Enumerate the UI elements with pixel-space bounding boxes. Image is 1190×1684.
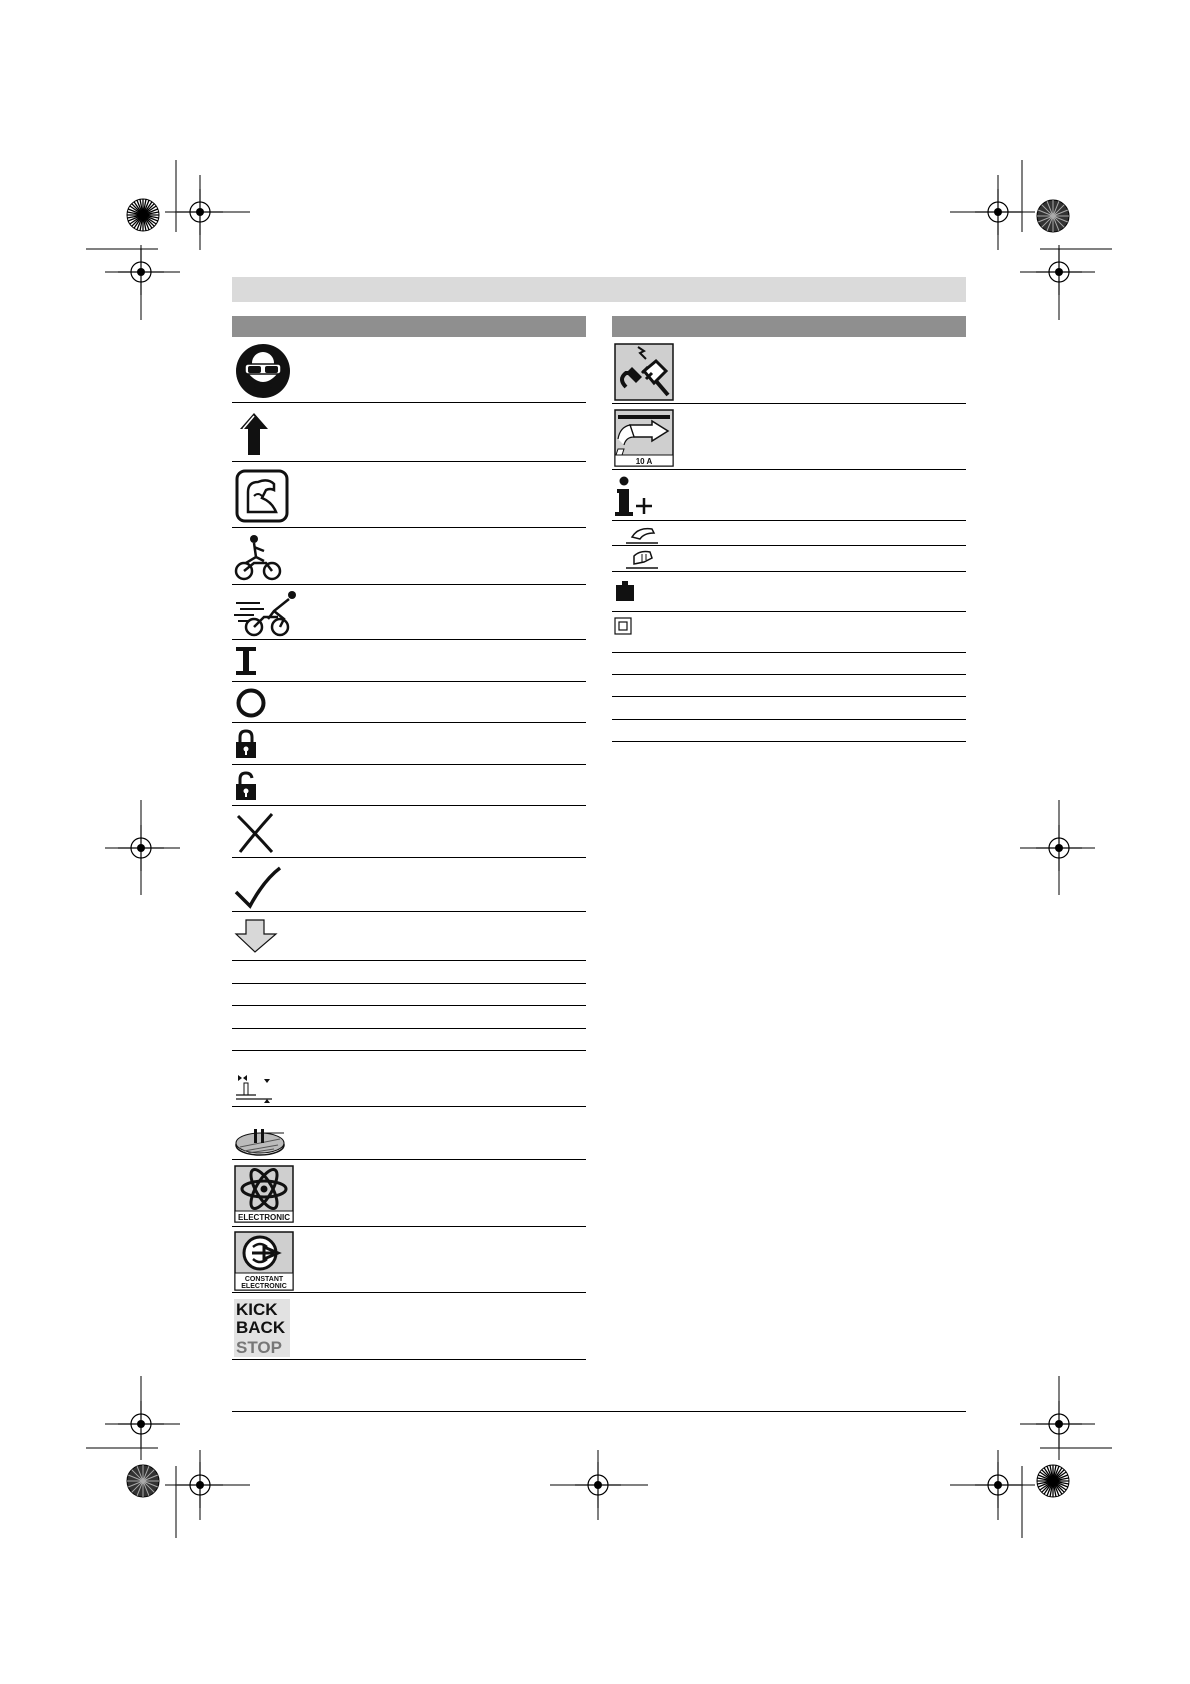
lock-closed-icon — [234, 728, 258, 760]
table-row — [232, 1107, 586, 1160]
current-rating-icon — [614, 409, 674, 467]
table-row — [612, 470, 966, 521]
info-plus-icon — [614, 476, 656, 518]
table-row — [612, 404, 966, 470]
table-row — [612, 337, 966, 404]
right-symbol-table — [612, 316, 966, 742]
arrow-up-icon — [234, 411, 274, 457]
current-label: 10 A — [635, 457, 653, 466]
eye-protection-icon — [234, 343, 292, 399]
table-row — [232, 858, 586, 912]
table-row — [232, 1160, 586, 1227]
cutting-depth-icon — [234, 1073, 274, 1105]
cyclist-slow-icon — [234, 533, 282, 581]
constant-electronic-label: ELECTRONIC — [241, 1283, 287, 1290]
left-symbol-table — [232, 316, 586, 1360]
hand-flat-icon — [624, 523, 660, 545]
table-row — [232, 723, 586, 765]
kickback-stop-icon — [234, 1299, 294, 1357]
table-row — [612, 697, 966, 720]
table-row — [232, 1227, 586, 1293]
table-row — [612, 720, 966, 742]
stop-label: STOP — [236, 1338, 282, 1357]
strength-icon — [234, 468, 290, 524]
page-header-band — [232, 277, 966, 302]
table-row — [232, 1006, 586, 1029]
table-row — [612, 546, 966, 572]
table-row — [232, 682, 586, 723]
table-row — [612, 612, 966, 653]
off-o-icon — [234, 687, 268, 719]
cross-icon — [234, 812, 278, 854]
protection-class-icon — [614, 617, 632, 635]
table-row — [232, 640, 586, 682]
kick-label: KICK — [236, 1300, 278, 1319]
arrow-down-icon — [234, 918, 278, 954]
constant-electronic-icon — [234, 1231, 294, 1291]
table-row — [232, 961, 586, 984]
cyclist-fast-icon — [234, 589, 300, 637]
table-row — [232, 337, 586, 403]
footer-rule — [232, 1411, 966, 1412]
table-row — [232, 806, 586, 858]
table-row — [612, 572, 966, 612]
table-row — [232, 528, 586, 585]
constant-label: CONSTANT — [244, 1276, 284, 1283]
right-column-heading — [612, 316, 966, 337]
table-row — [232, 984, 586, 1006]
table-row — [232, 1029, 586, 1051]
table-row — [232, 462, 586, 528]
electronic-label: ELECTRONIC — [238, 1213, 290, 1222]
table-row — [232, 1051, 586, 1107]
lock-open-icon — [234, 770, 258, 802]
disc-diameter-icon — [234, 1127, 286, 1157]
table-row — [232, 585, 586, 640]
table-row — [232, 912, 586, 961]
plug-disconnect-icon — [614, 343, 674, 401]
table-row — [232, 765, 586, 806]
weight-icon — [614, 580, 636, 602]
table-row — [612, 675, 966, 697]
left-column-heading — [232, 316, 586, 337]
electronic-icon — [234, 1165, 294, 1223]
table-row — [232, 1293, 586, 1360]
table-row — [612, 521, 966, 546]
check-icon — [234, 864, 284, 910]
hand-grip-icon — [624, 548, 660, 570]
back-label: BACK — [236, 1318, 286, 1337]
table-row — [232, 403, 586, 462]
table-row — [612, 653, 966, 675]
on-i-icon — [234, 645, 258, 677]
